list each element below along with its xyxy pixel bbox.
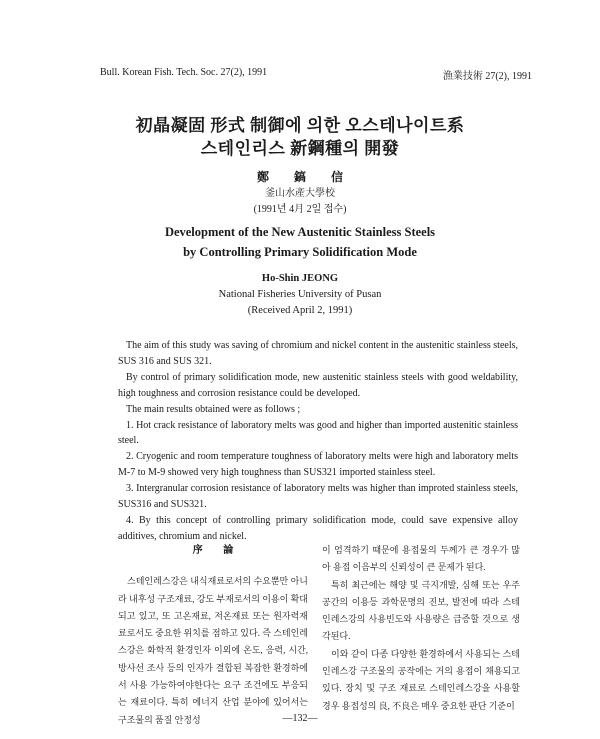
abstract-result-item: 3. Intergranular corrosion resistance of laboratory melts was higher than improted stainless steels, SUS316 and SUS321. — [118, 483, 518, 511]
english-title-line-1: Development of the New Austenitic Stainless Steels — [164, 225, 436, 239]
body-paragraph: 특히 최근에는 해양 및 극지개발, 심해 또는 우주 공간의 이용등 과학문명의 진보, 발전에 따라 스테인레스강의 사용빈도와 사용량은 급증할 것으로 생각된다. — [322, 579, 520, 642]
body-paragraph: 이와 같이 다종 다양한 환경하에서 사용되는 스테인레스강 구조물의 공작에는 거의 용접이 채용되고 있다. 장치 및 구조 재료로 스테인레스강을 사용할 경우 용접성의 良, 不良은 매우 중요한 판단 기준이 — [322, 648, 520, 711]
body-column-left — [118, 542, 308, 729]
section-heading-introduction: 序 論 — [192, 545, 234, 556]
abstract-result-item: 2. Cryogenic and room temperature toughness of laboratory melts were high and laboratory melts M-7 to M-9 showed very high toughness than SUS321 imported stainless steel. — [118, 451, 518, 479]
body-paragraph: 스테인레스강은 내식재료로서의 수요뿐만 아니라 내후성 구조재료, 강도 부재로서의 이용이 확대되고 있고, 또 고온재료, 저온재료 또는 원자력재료로서도 중요한 위치를 점하고 있다. 즉 스테인레스강은 화학적 환경인자 이외에 온도, 응력, 시간, 방사선 조사 등의 인자가 결합된 복잡한 환경하에서 사용 가능하여야한다는 요구 조건에도 부응되는 재료이다. 특히 에너지 산업 분야에 있어서는 구조물의 품질 안정성 — [118, 576, 308, 725]
korean-title-line-2: 스테인리스 新鋼種의 開發 — [200, 139, 400, 158]
english-received-date: (Received April 2, 1991) — [247, 305, 353, 316]
english-affiliation: National Fisheries University of Pusan — [218, 289, 382, 300]
english-title-line-2: by Controlling Primary Solidification Mode — [183, 245, 417, 259]
abstract-paragraph: The aim of this study was saving of chromium and nickel content in the austenitic stainless steels, SUS 316 and SUS 321. — [118, 340, 518, 367]
korean-title-line-1: 初晶凝固 形式 制御에 의한 오스테나이트系 — [135, 116, 465, 135]
abstract-paragraph: By control of primary solidification mode, new austenitic stainless steels with good weldability, high toughness and corrosion resistance could be developed. — [118, 371, 518, 399]
body-paragraph: 이 엄격하기 때문에 용접물의 두께가 큰 경우가 많아 용접 이음부의 신뢰성이 큰 문제가 된다. — [322, 545, 520, 573]
korean-author: 鄭 鎬 信 — [256, 170, 343, 184]
journal-citation: Bull. Korean Fish. Tech. Soc. 27(2), 1991 — [100, 67, 268, 78]
journal-citation-korean: 漁業技術 27(2), 1991 — [442, 71, 532, 82]
abstract-result-item: 4. By this concept of controlling primary solidification mode, could save expensive alloy additives, chromium and nickel. — [118, 514, 518, 542]
abstract-paragraph: The main results obtained were as follows ; — [126, 403, 301, 415]
korean-received-date: (1991년 4月 2일 접수) — [253, 204, 347, 215]
abstract-result-item: 1. Hot crack resistance of laboratory melts was good and higher than imported austenitic stainless steel. — [118, 419, 518, 447]
page-number: —132— — [282, 713, 318, 724]
korean-affiliation: 釜山水產大學校 — [265, 188, 335, 199]
body-column-right — [322, 542, 520, 715]
abstract — [118, 338, 518, 545]
english-author: Ho-Shin JEONG — [261, 273, 339, 284]
